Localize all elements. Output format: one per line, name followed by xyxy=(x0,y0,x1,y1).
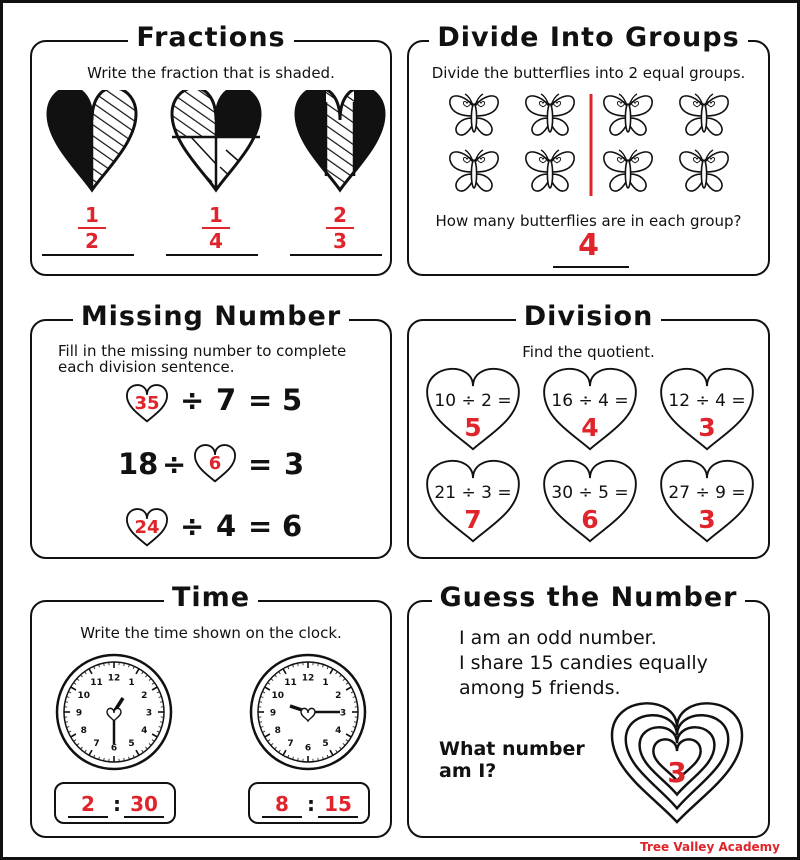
missing-answer: 35 xyxy=(134,393,160,414)
division-instruction: Find the quotient. xyxy=(522,343,655,361)
equals-sign: = xyxy=(248,509,273,543)
missing-instruction xyxy=(58,343,346,375)
analog-clock-2 xyxy=(248,652,368,772)
clock-number: 12 xyxy=(301,673,315,684)
clock-number: 6 xyxy=(304,743,312,754)
clock-number: 7 xyxy=(93,738,100,749)
clock-number: 9 xyxy=(269,708,277,719)
time-answer-box-2 xyxy=(248,782,370,824)
analog-clock-1 xyxy=(54,652,174,772)
fractions-instruction: Write the fraction that is shaded. xyxy=(87,64,335,82)
butterfly-grid xyxy=(409,88,772,200)
missing-row-1 xyxy=(122,381,362,427)
question-line: am I? xyxy=(439,760,497,782)
division-item-2 xyxy=(538,367,642,453)
missing-row-3 xyxy=(122,505,362,551)
time-hours: 8 xyxy=(275,792,289,816)
division-expression: 16 ÷ 4 = xyxy=(551,391,629,411)
time-instruction: Write the time shown on the clock. xyxy=(80,624,342,642)
division-answer: 3 xyxy=(698,413,716,442)
clock-number: 8 xyxy=(274,726,281,736)
divide-sign: ÷ xyxy=(162,447,187,481)
time-answer-box-1 xyxy=(54,782,176,824)
answer-line xyxy=(318,816,358,818)
time-panel xyxy=(30,582,392,838)
missing-title: Missing Number xyxy=(32,297,390,337)
fractions-title: Fractions xyxy=(32,18,390,58)
clock-number: 8 xyxy=(80,726,87,736)
clock-number: 11 xyxy=(90,678,103,689)
clue-line: I am an odd number. xyxy=(459,627,657,649)
division-item-5 xyxy=(538,459,642,545)
clock-number: 11 xyxy=(284,678,297,689)
division-item-4 xyxy=(421,459,525,545)
butterfly-icon xyxy=(450,94,498,135)
answer-line xyxy=(262,816,302,818)
heart-half-icon xyxy=(42,90,142,200)
dividend: 18 xyxy=(118,447,159,481)
clue-line: I share 15 candies equally xyxy=(459,652,708,674)
groups-title: Divide Into Groups xyxy=(409,18,768,58)
equals-sign: = xyxy=(248,447,273,481)
clock-number: 10 xyxy=(77,691,90,701)
fraction-denominator: 4 xyxy=(209,229,223,253)
equals-sign: = xyxy=(248,383,273,417)
clock-number: 1 xyxy=(128,678,135,689)
credit-text: Tree Valley Academy xyxy=(640,840,780,854)
fraction-numerator: 2 xyxy=(333,203,347,227)
fraction-answer-2 xyxy=(194,204,238,252)
division-expression: 21 ÷ 3 = xyxy=(434,483,512,503)
division-answer: 4 xyxy=(581,413,599,442)
clock-number: 3 xyxy=(339,708,347,719)
time-minutes: 30 xyxy=(130,792,158,816)
heart-two-thirds-icon xyxy=(290,90,394,200)
groups-answer: 4 xyxy=(578,228,599,263)
fraction-answer-1 xyxy=(70,204,114,252)
time-minutes: 15 xyxy=(324,792,352,816)
divide-sign: ÷ xyxy=(180,383,205,417)
division-expression: 12 ÷ 4 = xyxy=(668,391,746,411)
time-title: Time xyxy=(32,578,390,618)
time-hours: 2 xyxy=(81,792,95,816)
butterfly-icon xyxy=(680,94,728,135)
instruction-line: Fill in the missing number to complete xyxy=(58,342,347,360)
butterfly-icon xyxy=(450,150,498,191)
missing-panel xyxy=(30,301,392,559)
guess-answer: 3 xyxy=(667,756,687,789)
clock-number: 5 xyxy=(322,738,329,749)
missing-answer: 6 xyxy=(208,453,222,474)
clock-number: 5 xyxy=(128,738,135,749)
butterfly-icon xyxy=(680,150,728,191)
division-item-3 xyxy=(655,367,759,453)
butterfly-icon xyxy=(526,94,574,135)
quotient: 3 xyxy=(284,447,305,481)
guess-panel xyxy=(407,582,770,838)
fraction-numerator: 1 xyxy=(85,203,99,227)
guess-question xyxy=(439,738,585,782)
butterfly-icon xyxy=(604,94,652,135)
fraction-hearts xyxy=(32,90,394,200)
guess-title: Guess the Number xyxy=(409,578,768,618)
quotient: 5 xyxy=(282,383,303,417)
division-answer: 5 xyxy=(464,413,482,442)
clue-line: among 5 friends. xyxy=(459,677,621,699)
clock-number: 2 xyxy=(335,691,342,701)
guess-clues xyxy=(459,626,708,701)
time-colon: : xyxy=(307,792,315,816)
clock-number: 1 xyxy=(322,678,329,689)
division-title: Division xyxy=(409,297,768,337)
missing-row-2 xyxy=(118,443,368,489)
clock-number: 12 xyxy=(107,673,121,684)
answer-line xyxy=(42,254,134,256)
butterfly-icon xyxy=(526,150,574,191)
clock-number: 7 xyxy=(287,738,294,749)
answer-line xyxy=(68,816,108,818)
instruction-line: each division sentence. xyxy=(58,358,235,376)
fraction-answer-3 xyxy=(318,204,362,252)
fraction-denominator: 3 xyxy=(333,229,347,253)
division-answer: 7 xyxy=(464,505,482,534)
fractions-panel xyxy=(30,22,392,276)
fraction-denominator: 2 xyxy=(85,229,99,253)
fraction-numerator: 1 xyxy=(209,203,223,227)
missing-answer: 24 xyxy=(134,517,160,538)
division-panel xyxy=(407,301,770,559)
answer-line xyxy=(553,266,629,268)
butterfly-icon xyxy=(604,150,652,191)
division-expression: 27 ÷ 9 = xyxy=(668,483,746,503)
heart-quarter-icon xyxy=(166,90,266,200)
divide-sign: ÷ xyxy=(180,509,205,543)
answer-line xyxy=(290,254,382,256)
clock-number: 9 xyxy=(75,708,83,719)
division-item-6 xyxy=(655,459,759,545)
clock-number: 10 xyxy=(271,691,284,701)
division-answer: 3 xyxy=(698,505,716,534)
groups-question: How many butterflies are in each group? xyxy=(435,212,742,230)
divisor: 4 xyxy=(216,509,237,543)
divisor: 7 xyxy=(216,383,237,417)
clock-number: 4 xyxy=(335,726,342,736)
answer-line xyxy=(124,816,164,818)
clock-number: 4 xyxy=(141,726,148,736)
question-line: What number xyxy=(439,738,585,760)
division-item-1 xyxy=(421,367,525,453)
time-colon: : xyxy=(113,792,121,816)
division-answer: 6 xyxy=(581,505,599,534)
clock-number: 2 xyxy=(141,691,148,701)
answer-line xyxy=(166,254,258,256)
division-expression: 10 ÷ 2 = xyxy=(434,391,512,411)
clock-number: 3 xyxy=(145,708,153,719)
groups-instruction: Divide the butterflies into 2 equal groups. xyxy=(431,64,746,82)
groups-panel xyxy=(407,22,770,276)
clock-number: 6 xyxy=(110,743,118,754)
quotient: 6 xyxy=(282,509,303,543)
division-expression: 30 ÷ 5 = xyxy=(551,483,629,503)
